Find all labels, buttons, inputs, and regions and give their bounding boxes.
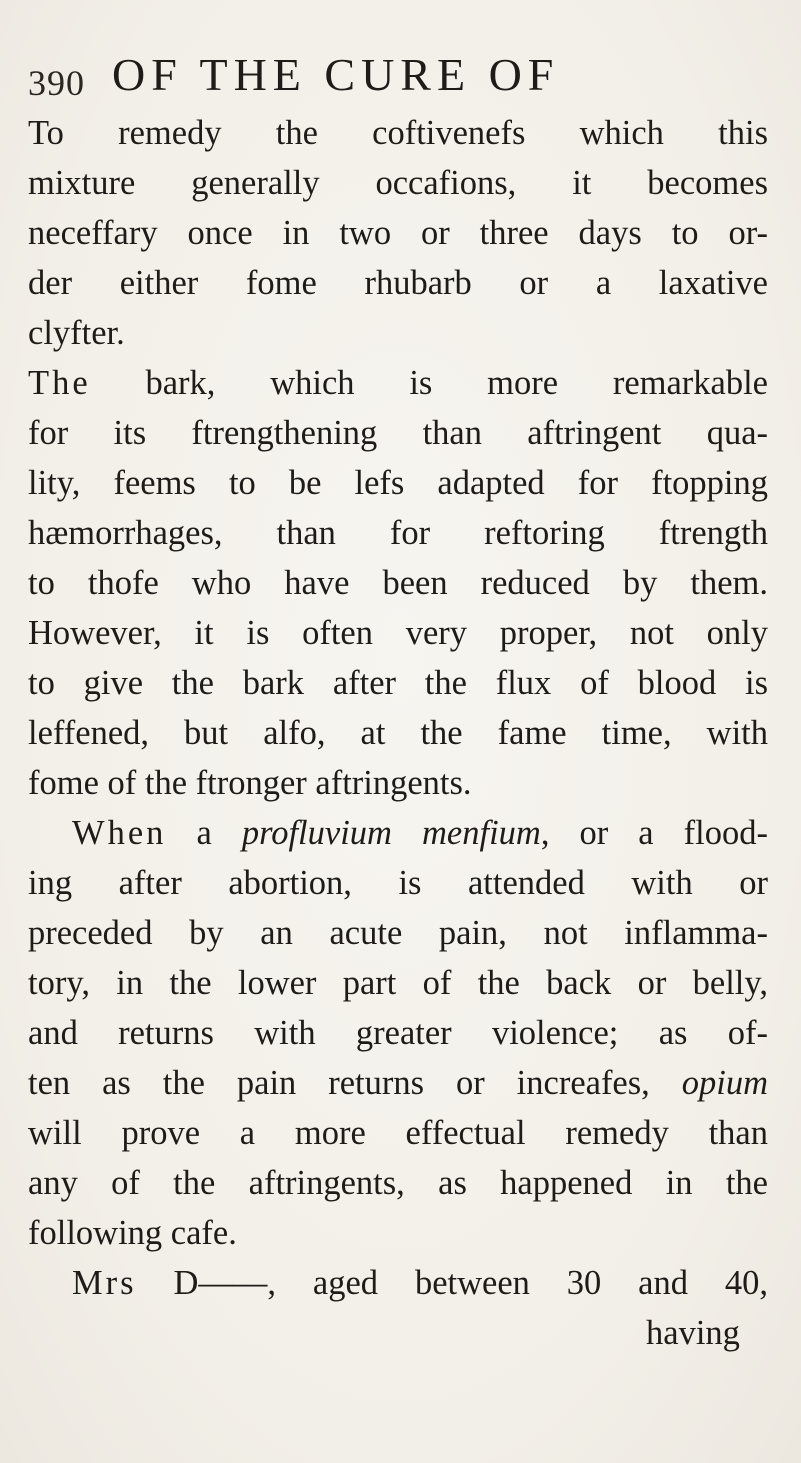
catchword: having bbox=[646, 1314, 740, 1352]
text-line: will prove a more effectual remedy than bbox=[28, 1114, 768, 1152]
text-line: for its ftrengthening than aftringent qua- bbox=[28, 414, 768, 452]
text-line: ten as the pain returns or increafes, opium bbox=[28, 1064, 768, 1102]
text-line: to thofe who have been reduced by them. bbox=[28, 564, 768, 602]
text-line: When a profluvium menfium, or a flood- bbox=[72, 814, 768, 852]
text-line: neceffary once in two or three days to or- bbox=[28, 214, 768, 252]
text-line: preceded by an acute pain, not inflamma- bbox=[28, 914, 768, 952]
text-line: Mrs D——, aged between 30 and 40, bbox=[72, 1264, 768, 1302]
text-line: tory, in the lower part of the back or belly, bbox=[28, 964, 768, 1002]
text-line: However, it is often very proper, not only bbox=[28, 614, 768, 652]
text-line: and returns with greater violence; as of- bbox=[28, 1014, 768, 1052]
text-line: fome of the ftronger aftringents. bbox=[28, 764, 472, 802]
text-line: der either fome rhubarb or a laxative bbox=[28, 264, 768, 302]
text-line: to give the bark after the flux of blood is bbox=[28, 664, 768, 702]
text-line: clyfter. bbox=[28, 314, 125, 352]
text-line: The bark, which is more remarkable bbox=[28, 364, 768, 402]
text-line: mixture generally occafions, it becomes bbox=[28, 164, 768, 202]
text-line: ing after abortion, is attended with or bbox=[28, 864, 768, 902]
running-head: OF THE CURE OF bbox=[112, 49, 560, 100]
text-line: To remedy the coftivenefs which this bbox=[28, 114, 768, 152]
text-line: following cafe. bbox=[28, 1214, 237, 1252]
text-line: any of the aftringents, as happened in the bbox=[28, 1164, 768, 1202]
text-line: leffened, but alfo, at the fame time, with bbox=[28, 714, 768, 752]
text-line: lity, feems to be lefs adapted for ftopping bbox=[28, 464, 768, 502]
text-line: hæmorrhages, than for reftoring ftrength bbox=[28, 514, 768, 552]
page-number: 390 bbox=[28, 63, 85, 103]
page-header bbox=[0, 48, 801, 104]
